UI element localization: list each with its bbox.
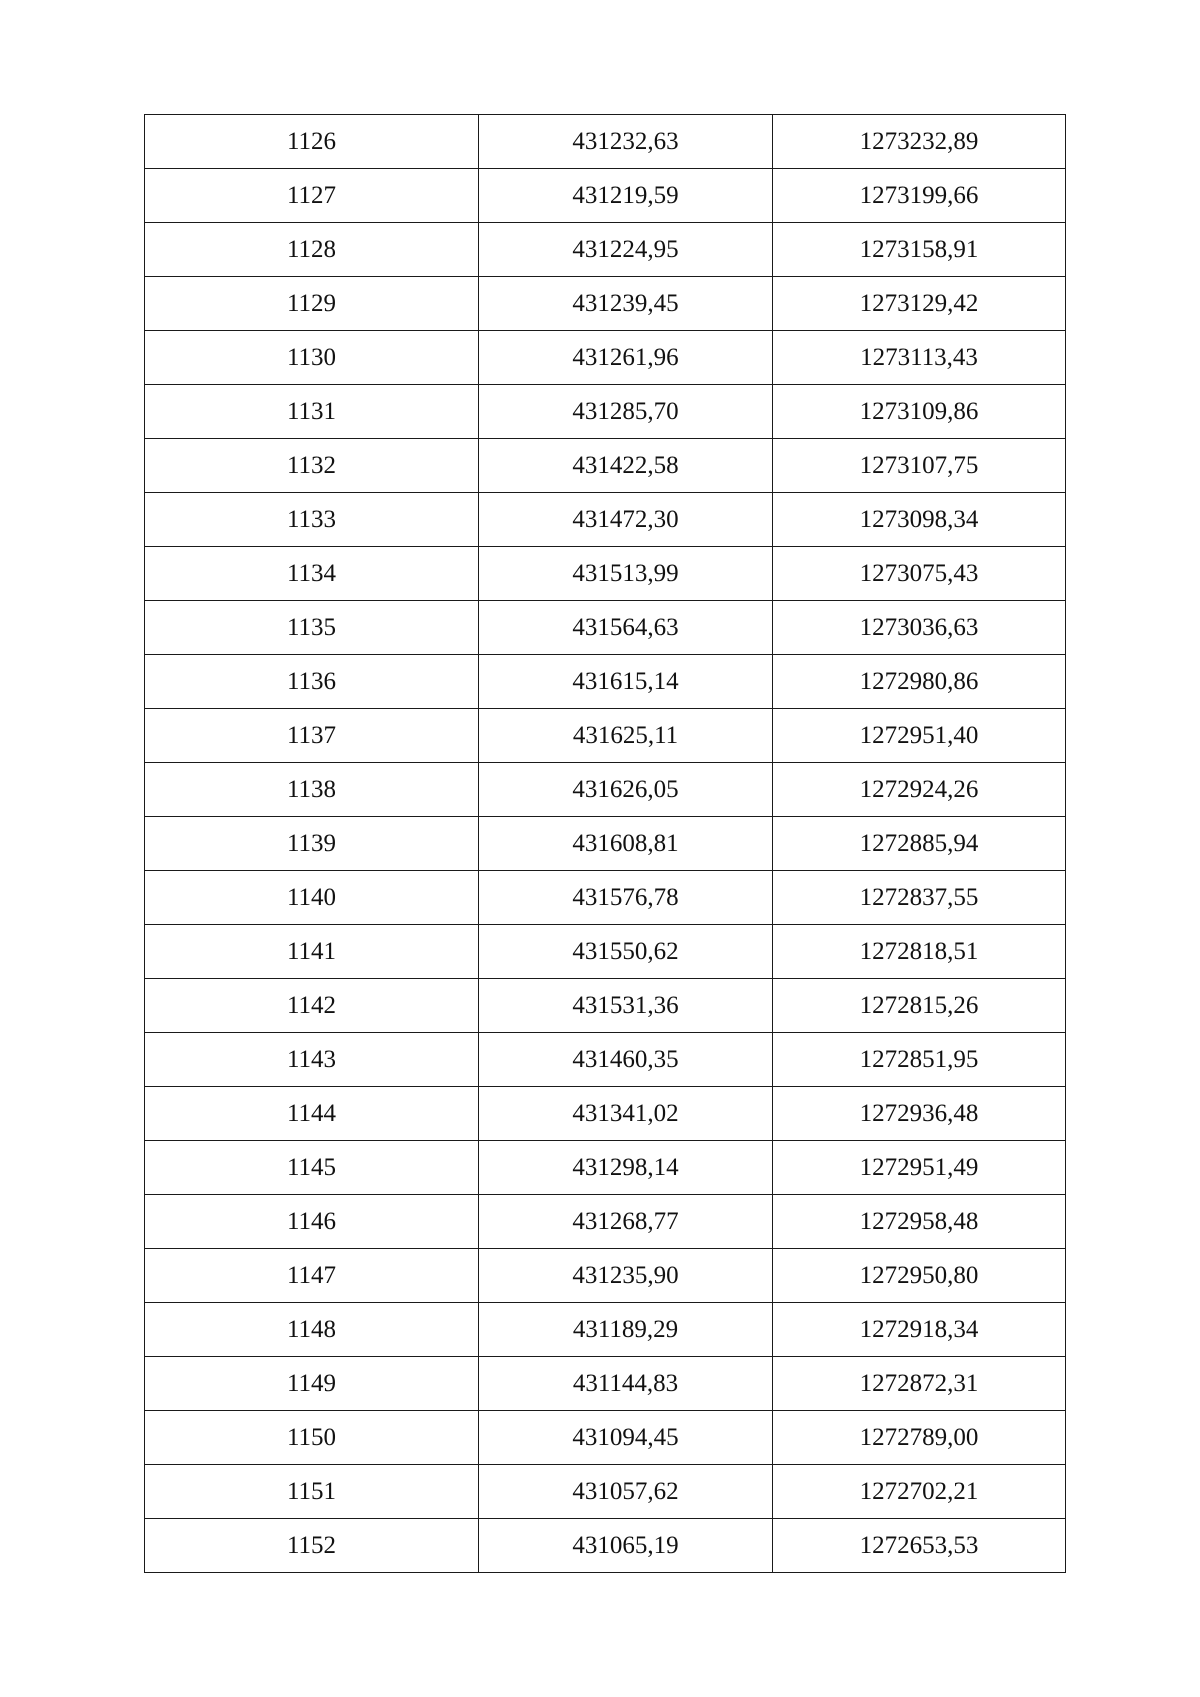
table-row (145, 547, 1066, 601)
x-coordinate-cell: 431065,19 (479, 1519, 773, 1573)
x-coordinate-cell: 431189,29 (479, 1303, 773, 1357)
point-number-cell: 1126 (145, 115, 479, 169)
x-coordinate-cell: 431531,36 (479, 979, 773, 1033)
table-row (145, 493, 1066, 547)
table-row (145, 1303, 1066, 1357)
x-coordinate-cell: 431298,14 (479, 1141, 773, 1195)
x-coordinate-cell: 431576,78 (479, 871, 773, 925)
x-coordinate-cell: 431550,62 (479, 925, 773, 979)
x-coordinate-cell: 431608,81 (479, 817, 773, 871)
y-coordinate-cell: 1273075,43 (773, 547, 1066, 601)
table-row (145, 1195, 1066, 1249)
point-number-cell: 1132 (145, 439, 479, 493)
x-coordinate-cell: 431239,45 (479, 277, 773, 331)
x-coordinate-cell: 431460,35 (479, 1033, 773, 1087)
point-number-cell: 1150 (145, 1411, 479, 1465)
point-number-cell: 1139 (145, 817, 479, 871)
y-coordinate-cell: 1272958,48 (773, 1195, 1066, 1249)
y-coordinate-cell: 1273098,34 (773, 493, 1066, 547)
point-number-cell: 1142 (145, 979, 479, 1033)
table-row (145, 1411, 1066, 1465)
x-coordinate-cell: 431422,58 (479, 439, 773, 493)
point-number-cell: 1129 (145, 277, 479, 331)
point-number-cell: 1134 (145, 547, 479, 601)
y-coordinate-cell: 1272951,49 (773, 1141, 1066, 1195)
point-number-cell: 1128 (145, 223, 479, 277)
x-coordinate-cell: 431285,70 (479, 385, 773, 439)
table-row (145, 925, 1066, 979)
table-row (145, 115, 1066, 169)
point-number-cell: 1148 (145, 1303, 479, 1357)
point-number-cell: 1131 (145, 385, 479, 439)
coordinates-table (144, 114, 1066, 1573)
point-number-cell: 1147 (145, 1249, 479, 1303)
coordinates-table-body (145, 115, 1066, 1573)
table-row (145, 1141, 1066, 1195)
point-number-cell: 1130 (145, 331, 479, 385)
point-number-cell: 1143 (145, 1033, 479, 1087)
point-number-cell: 1151 (145, 1465, 479, 1519)
table-row (145, 331, 1066, 385)
x-coordinate-cell: 431235,90 (479, 1249, 773, 1303)
y-coordinate-cell: 1272818,51 (773, 925, 1066, 979)
x-coordinate-cell: 431513,99 (479, 547, 773, 601)
table-row (145, 385, 1066, 439)
x-coordinate-cell: 431232,63 (479, 115, 773, 169)
x-coordinate-cell: 431615,14 (479, 655, 773, 709)
y-coordinate-cell: 1272815,26 (773, 979, 1066, 1033)
x-coordinate-cell: 431094,45 (479, 1411, 773, 1465)
table-row (145, 1519, 1066, 1573)
y-coordinate-cell: 1272851,95 (773, 1033, 1066, 1087)
y-coordinate-cell: 1272936,48 (773, 1087, 1066, 1141)
table-row (145, 817, 1066, 871)
y-coordinate-cell: 1273232,89 (773, 115, 1066, 169)
point-number-cell: 1145 (145, 1141, 479, 1195)
table-row (145, 655, 1066, 709)
y-coordinate-cell: 1272702,21 (773, 1465, 1066, 1519)
y-coordinate-cell: 1273113,43 (773, 331, 1066, 385)
y-coordinate-cell: 1273199,66 (773, 169, 1066, 223)
x-coordinate-cell: 431261,96 (479, 331, 773, 385)
table-row (145, 979, 1066, 1033)
table-row (145, 1357, 1066, 1411)
table-row (145, 871, 1066, 925)
x-coordinate-cell: 431472,30 (479, 493, 773, 547)
table-row (145, 709, 1066, 763)
y-coordinate-cell: 1272918,34 (773, 1303, 1066, 1357)
y-coordinate-cell: 1272951,40 (773, 709, 1066, 763)
point-number-cell: 1152 (145, 1519, 479, 1573)
y-coordinate-cell: 1272837,55 (773, 871, 1066, 925)
y-coordinate-cell: 1272789,00 (773, 1411, 1066, 1465)
x-coordinate-cell: 431144,83 (479, 1357, 773, 1411)
y-coordinate-cell: 1272924,26 (773, 763, 1066, 817)
table-row (145, 601, 1066, 655)
y-coordinate-cell: 1272653,53 (773, 1519, 1066, 1573)
x-coordinate-cell: 431564,63 (479, 601, 773, 655)
point-number-cell: 1144 (145, 1087, 479, 1141)
x-coordinate-cell: 431219,59 (479, 169, 773, 223)
point-number-cell: 1146 (145, 1195, 479, 1249)
table-row (145, 439, 1066, 493)
point-number-cell: 1127 (145, 169, 479, 223)
x-coordinate-cell: 431626,05 (479, 763, 773, 817)
point-number-cell: 1140 (145, 871, 479, 925)
y-coordinate-cell: 1273107,75 (773, 439, 1066, 493)
table-row (145, 763, 1066, 817)
x-coordinate-cell: 431057,62 (479, 1465, 773, 1519)
y-coordinate-cell: 1273109,86 (773, 385, 1066, 439)
table-row (145, 277, 1066, 331)
point-number-cell: 1141 (145, 925, 479, 979)
y-coordinate-cell: 1272980,86 (773, 655, 1066, 709)
point-number-cell: 1136 (145, 655, 479, 709)
table-row (145, 1465, 1066, 1519)
x-coordinate-cell: 431625,11 (479, 709, 773, 763)
y-coordinate-cell: 1273036,63 (773, 601, 1066, 655)
x-coordinate-cell: 431268,77 (479, 1195, 773, 1249)
table-row (145, 169, 1066, 223)
y-coordinate-cell: 1272950,80 (773, 1249, 1066, 1303)
x-coordinate-cell: 431224,95 (479, 223, 773, 277)
point-number-cell: 1138 (145, 763, 479, 817)
table-row (145, 1033, 1066, 1087)
point-number-cell: 1149 (145, 1357, 479, 1411)
point-number-cell: 1133 (145, 493, 479, 547)
y-coordinate-cell: 1273129,42 (773, 277, 1066, 331)
table-row (145, 223, 1066, 277)
table-row (145, 1249, 1066, 1303)
y-coordinate-cell: 1272885,94 (773, 817, 1066, 871)
x-coordinate-cell: 431341,02 (479, 1087, 773, 1141)
y-coordinate-cell: 1272872,31 (773, 1357, 1066, 1411)
table-row (145, 1087, 1066, 1141)
point-number-cell: 1137 (145, 709, 479, 763)
point-number-cell: 1135 (145, 601, 479, 655)
y-coordinate-cell: 1273158,91 (773, 223, 1066, 277)
